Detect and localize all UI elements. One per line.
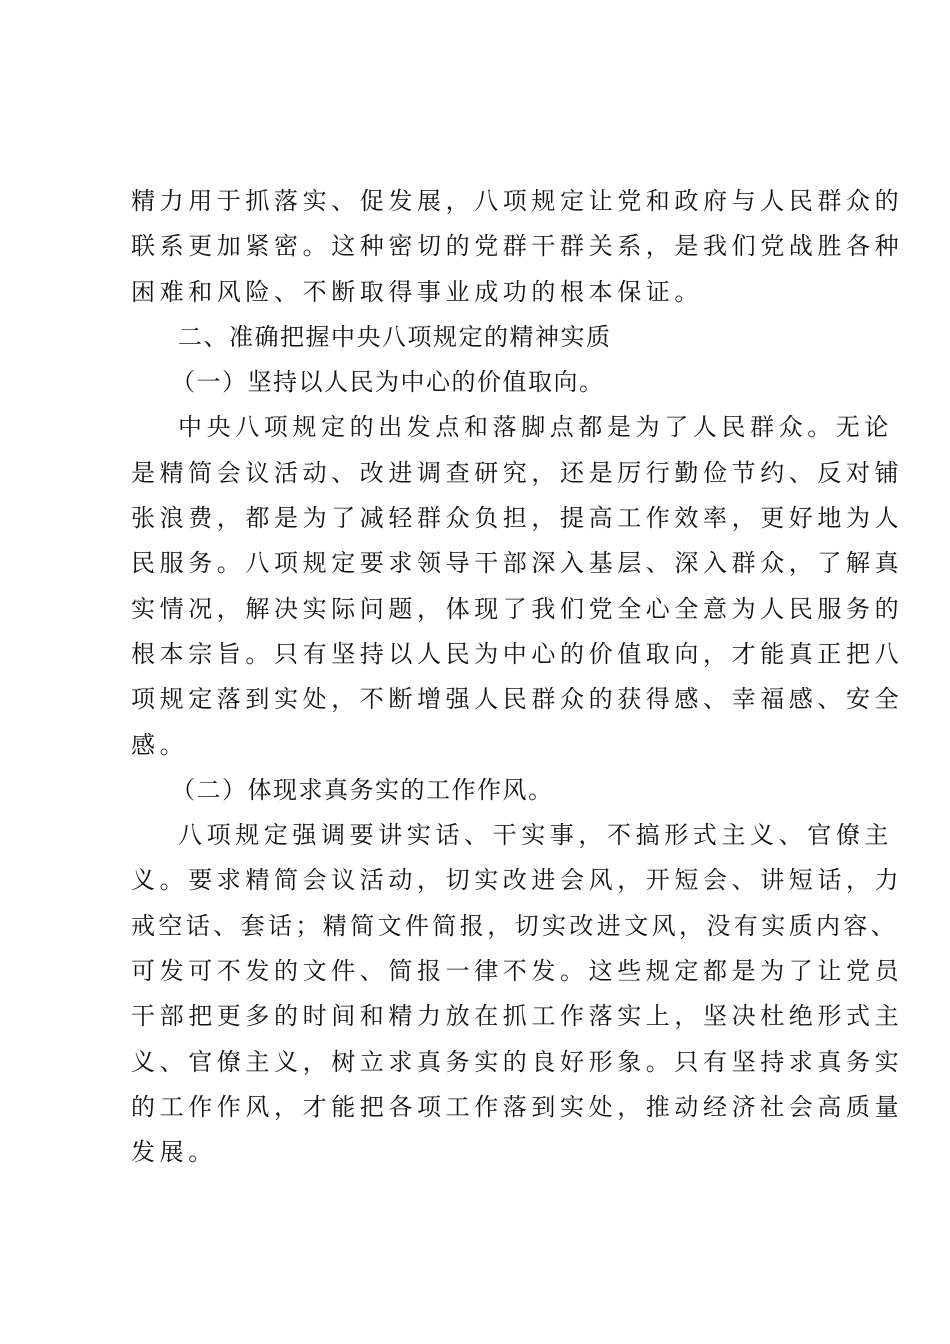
body-line-15: 八项规定强调要讲实话、干实事，不搞形式主义、官僚主	[178, 821, 893, 850]
body-line-1: 精力用于抓落实、促发展，八项规定让党和政府与人民群众的	[131, 187, 904, 215]
body-line-18: 可发可不发的文件、简报一律不发。这些规定都是为了让党员	[131, 957, 904, 986]
body-line-7: 是精简会议活动、改进调查研究，还是厉行勤俭节约、反对铺	[131, 458, 904, 487]
section-heading: 二、准确把握中央八项规定的精神实质	[178, 322, 612, 351]
body-line-13: 感。	[131, 730, 189, 759]
body-line-20: 义、官僚主义，树立求真务实的良好形象。只有坚持求真务实	[131, 1047, 904, 1076]
subsection-heading-1: （一）坚持以人民为中心的价值取向。	[171, 368, 605, 397]
body-line-22: 发展。	[131, 1138, 217, 1167]
body-line-3: 困难和风险、不断取得事业成功的根本保证。	[131, 277, 703, 306]
subsection-heading-2: （二）体现求真务实的工作作风。	[171, 775, 554, 804]
body-line-21: 的工作作风，才能把各项工作落到实处，推动经济社会高质量	[131, 1092, 904, 1121]
body-line-17: 戒空话、套话；精简文件简报，切实改进文风，没有实质内容、	[131, 911, 899, 940]
body-line-6: 中央八项规定的出发点和落脚点都是为了人民群众。无论	[178, 413, 893, 442]
body-line-9: 民服务。八项规定要求领导干部深入基层、深入群众，了解真	[131, 549, 904, 578]
body-line-10: 实情况，解决实际问题，体现了我们党全心全意为人民服务的	[131, 594, 904, 623]
document-body	[131, 179, 904, 1176]
body-line-12: 项规定落到实处，不断增强人民群众的获得感、幸福感、安全	[131, 685, 904, 714]
body-line-11: 根本宗旨。只有坚持以人民为中心的价值取向，才能真正把八	[131, 639, 904, 668]
body-line-19: 干部把更多的时间和精力放在抓工作落实上，坚决杜绝形式主	[131, 1002, 904, 1031]
body-line-8: 张浪费，都是为了减轻群众负担，提高工作效率，更好地为人	[131, 504, 904, 533]
body-line-2: 联系更加紧密。这种密切的党群干群关系，是我们党战胜各种	[131, 232, 904, 261]
body-line-16: 义。要求精简会议活动，切实改进会风，开短会、讲短话，力	[131, 866, 904, 895]
